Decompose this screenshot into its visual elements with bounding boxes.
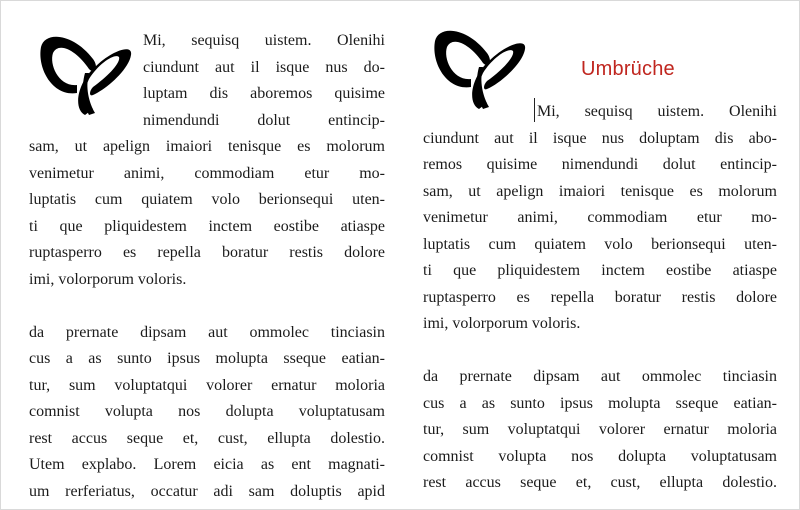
text-line: ti que pliquidestem inctem eostibe atiaspe [29,217,385,235]
text-line: luptam dis aboremos quisime [143,85,385,102]
text-line: luptatis cum quiatem volo berionsequi uten- [29,191,385,208]
section-heading: Umbrüche [581,58,675,80]
text-line: comnist volupta nos dolupta voluptatusam [423,447,777,465]
butterfly-logo-shape [434,31,525,109]
text-line: da prernate dipsam aut ommolec tinciasin [29,323,385,341]
left-column [29,28,385,505]
left-paragraph-1 [29,28,385,293]
text-line: nimendundi dolut entincip- [143,111,385,129]
left-paragraph-2 [29,320,385,506]
text-line: cus a as sunto ipsus molupta sseque eatian- [29,350,385,367]
text-line: rest accus seque et, cust, ellupta dolestio. [423,474,777,491]
text-line: imi, volorporum voloris. [423,315,581,332]
text-line: sam, ut apelign imaiori tenisque es molorum [423,182,777,200]
right-paragraph-2 [423,364,777,497]
text-line: ti que pliquidestem inctem eostibe atiaspe [423,262,777,279]
text-line[interactable]: Mi, sequisq uistem. Olenihi [537,103,777,120]
text-line: ciundunt aut il isque nus doluptam dis abo- [423,129,777,147]
text-line: ciundunt aut il isque nus do- [143,58,385,76]
right-column [423,99,777,497]
text-line: venimetur animi, commodiam etur mo- [423,209,777,226]
text-line: luptatis cum quiatem volo berionsequi uten- [423,235,777,253]
text-line: tur, sum voluptatqui volorer ernatur moloria [423,421,777,438]
text-line: um rerferiatus, occatur adi sam doluptis apid [29,482,385,500]
text-line: rest accus seque et, cust, ellupta dolestio. [29,429,385,447]
text-line: venimetur animi, commodiam etur mo- [29,164,385,182]
text-line: remos quisime nimendundi dolut entincip- [423,156,777,173]
text-line: da prernate dipsam aut ommolec tinciasin [423,368,777,385]
text-line: comnist volupta nos dolupta voluptatusam [29,403,385,420]
text-line: imi, volorporum voloris. [29,270,187,288]
text-line: sam, ut apelign imaiori tenisque es molorum [29,138,385,155]
text-line: ruptasperro es repella boratur restis dolore [423,288,777,306]
butterfly-icon [427,23,531,111]
text-line: Utem explabo. Lorem eicia as ent magnati- [29,456,385,473]
text-line: cus a as sunto ipsus molupta sseque eatian- [423,394,777,412]
text-line: tur, sum voluptatqui volorer ernatur moloria [29,376,385,394]
right-paragraph-1 [423,99,777,338]
text-line: Mi, sequisq uistem. Olenihi [143,32,385,49]
text-line: ruptasperro es repella boratur restis dolore [29,244,385,261]
